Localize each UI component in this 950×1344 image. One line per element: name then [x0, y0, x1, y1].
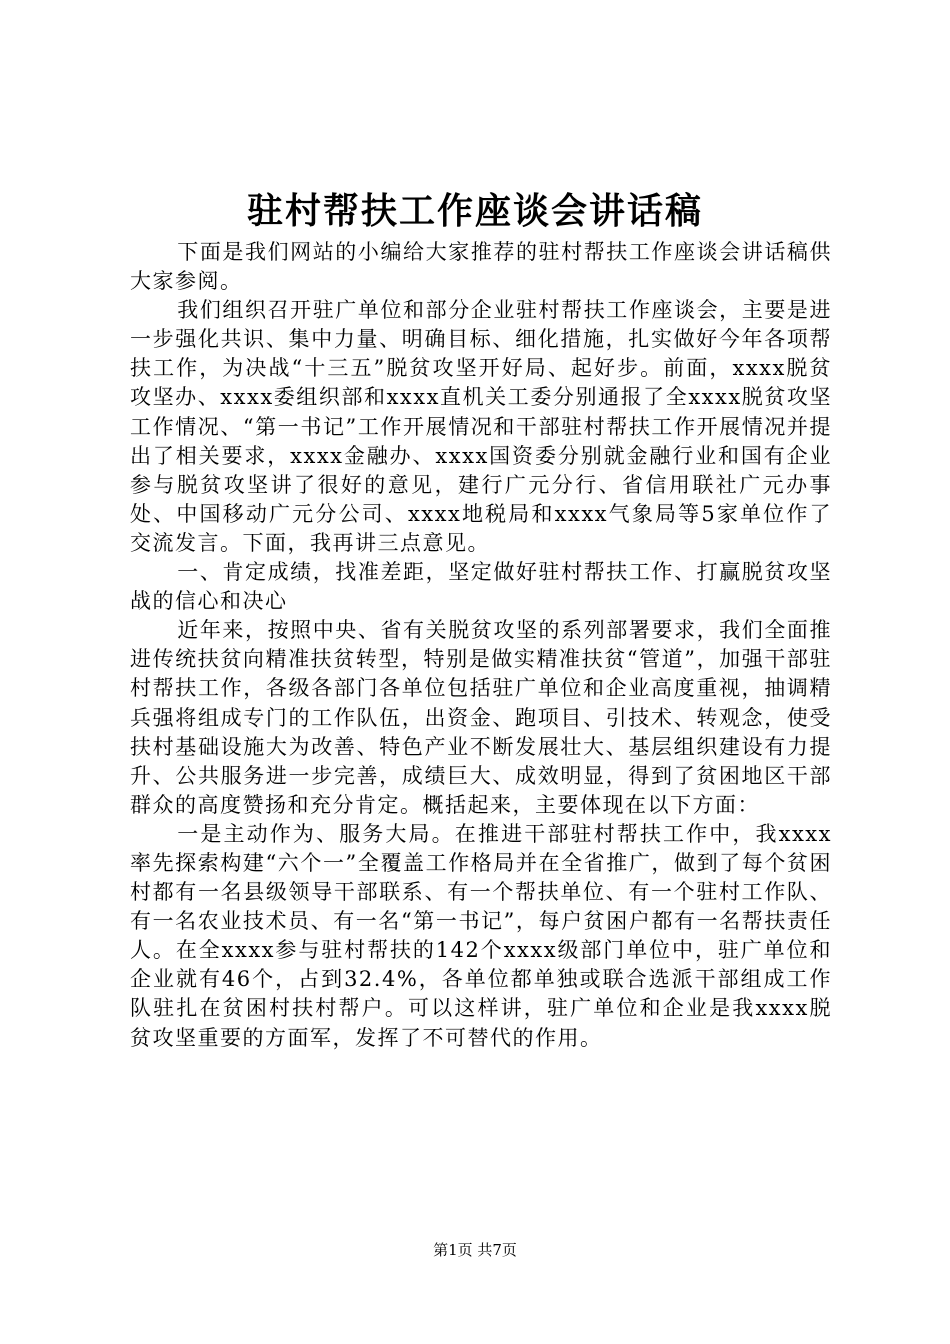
- paragraph-intro: 下面是我们网站的小编给大家推荐的驻村帮扶工作座谈会讲话稿供大家参阅。: [130, 240, 832, 294]
- paragraph-opening: 我们组织召开驻广单位和部分企业驻村帮扶工作座谈会，主要是进一步强化共识、集中力量、明确目标、细化措施，扎实做好今年各项帮扶工作，为决战“十三五”脱贫攻坚开好局、起好步。前面，xxxx脱贫攻坚办、xxxx委组织部和xxxx直机关工委分别通报了全xxxx脱贫攻坚工作情况、“第一书记”工作开展情况和干部驻村帮扶工作开展情况并提出了相关要求，xxxx金融办、xxxx国资委分别就金融行业和国有企业参与脱贫攻坚讲了很好的意见，建行广元分行、省信用联社广元办事处、中国移动广元分公司、xxxx地税局和xxxx气象局等5家单位作了交流发言。下面，我再讲三点意见。: [130, 298, 832, 555]
- document-title: 驻村帮扶工作座谈会讲话稿: [246, 190, 703, 232]
- section-heading-1: 一、肯定成绩，找准差距，坚定做好驻村帮扶工作、打赢脱贫攻坚战的信心和决心: [130, 560, 832, 614]
- paragraph-achievements: 近年来，按照中央、省有关脱贫攻坚的系列部署要求，我们全面推进传统扶贫向精准扶贫转型，特别是做实精准扶贫“管道”，加强干部驻村帮扶工作，各级各部门各单位包括驻广单位和企业高度重视，抽调精兵强将组成专门的工作队伍，出资金、跑项目、引技术、转观念，使受扶村基础设施大为改善、特色产业不断发展壮大、基层组织建设有力提升、公共服务进一步完善，成绩巨大、成效明显，得到了贫困地区干部群众的高度赞扬和充分肯定。概括起来，主要体现在以下方面：: [130, 618, 832, 817]
- paragraph-point-1: 一是主动作为、服务大局。在推进干部驻村帮扶工作中，我xxxx率先探索构建“六个一”全覆盖工作格局并在全省推广，做到了每个贫困村都有一名县级领导干部联系、有一个帮扶单位、有一个驻村工作队、有一名农业技术员、有一名“第一书记”，每户贫困户都有一名帮扶责任人。在全xxxx参与驻村帮扶的142个xxxx级部门单位中，驻广单位和企业就有46个，占到32.4%，各单位都单独或联合选派干部组成工作队驻扎在贫困村扶村帮户。可以这样讲，驻广单位和企业是我xxxx脱贫攻坚重要的方面军，发挥了不可替代的作用。: [130, 821, 832, 1050]
- document-body: [130, 238, 832, 1053]
- page-number-footer: 第1页 共7页: [433, 1241, 517, 1259]
